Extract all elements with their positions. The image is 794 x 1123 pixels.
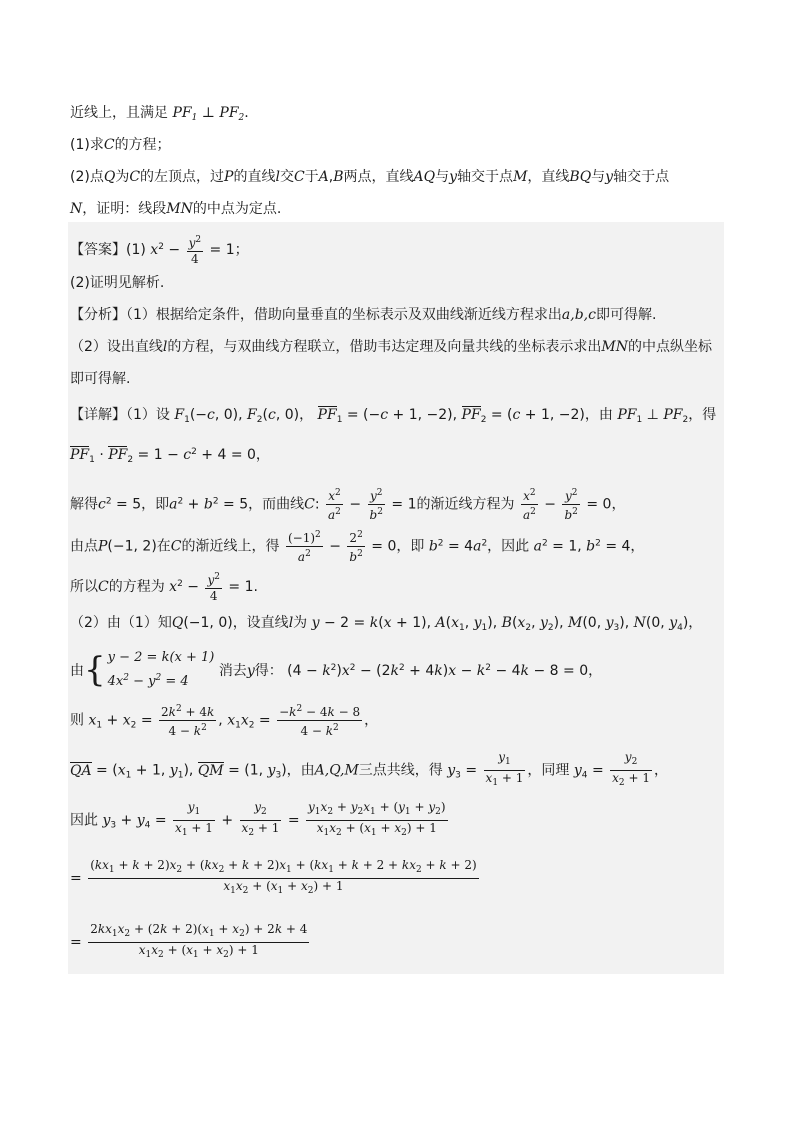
analysis-line-3: 即可得解. bbox=[70, 371, 131, 387]
detail-line-12: = $\frac{2kx_1x_2 + (2k + 2)(x_1 + x_2) + 2k + 4}{x_1x_2 + (x_1 + x_2) + 1}$ bbox=[70, 922, 308, 960]
detail-line-5: 所以C的方程为 $x^2$ − $\frac{y^2}{4}$ = 1. bbox=[70, 572, 258, 603]
detail-line-1: 【详解】（1）设 $F_1(-c$, 0), $F_2(c$, 0)， $PF_1 = (-c + 1$, −2), $PF_2 = (c + 1$, −2)，由 $PF_1$ ⊥ $PF_2$，得 bbox=[70, 407, 717, 425]
detail-line-3: 解得$c^2 = 5$，即$a^2 + b^2 = 5$，而曲线C: $\frac{x^2}{a^2}$ − $\frac{y^2}{b^2}$ = 1的渐近线方程为 $\frac{x^2}{a^2}$ − $\frac{y^2}{b^2}$ = 0， bbox=[70, 488, 626, 522]
detail-line-6: （2）由（1）知Q(−1, 0)，设直线l为 y − 2 = k(x + 1), $A(x_1$, $y_1$), $B(x_2$, $y_2$), M(0, $y_3$), N(0, $y_4$)， bbox=[70, 615, 703, 633]
detail-line-2: $PF_1 \cdot PF_2 = 1 - c^2 + 4 = 0$， bbox=[70, 447, 270, 465]
problem-part-2-cont: N，证明：线段MN的中点为定点. bbox=[70, 201, 282, 217]
problem-line-1: 近线上，且满足 $PF_1$ ⊥ $PF_2$. bbox=[70, 105, 249, 123]
problem-part-1: (1)求C的方程； bbox=[70, 137, 171, 153]
answer-line-1: 【答案】(1) $x^2$ − $\frac{y^2}{4}$ = 1； bbox=[70, 235, 249, 266]
detail-line-7: 由{ y − 2 = k(x + 1) $4x^2 - y^2 = 4$ 消去y得： $(4 - k^2)x^2 - (2k^2 + 4k)x - k^2 - 4k - 8 = 0$， bbox=[70, 650, 603, 690]
answer-line-2: (2)证明见解析. bbox=[70, 275, 165, 291]
detail-line-9: QA = ($x_1 + 1$, $y_1$), QM = (1, $y_3$)，由A,Q,M三点共线，得 $y_3$ = $\frac{y_1}{x_1 + 1}$ ，同理 $y_4$ = $\frac{y_2}{x_2 + 1}$ ， bbox=[70, 750, 668, 788]
detail-line-8: 则 $x_1 + x_2$ = $\frac{2k^2 + 4k}{4 - k^2}$ , $x_1x_2$ = $\frac{-k^2 - 4k - 8}{4 - k^2}$ ， bbox=[70, 704, 379, 738]
detail-line-11: = $(kx_1 + k + 2)x_2 + (kx_2 + k + 2)x_1 + (kx_1 + k + 2 + kx_2 + k + 2)$ $x_1x_2 + (x_1 + x_2) + 1$ bbox=[70, 858, 477, 896]
detail-line-10: 因此 $y_3 + y_4$ = $\frac{y_1}{x_1 + 1}$ + $\frac{y_2}{x_2 + 1}$ = $\frac{y_1x_2 + y_2x_1 + (y_1 + y_2)}{x_1x_2 + (x_1 + x_2) + 1}$ bbox=[70, 800, 446, 838]
problem-part-2: (2)点Q为C的左顶点，过P的直线l交C于A,B两点，直线AQ与y轴交于点M，直线BQ与y轴交于点 bbox=[70, 169, 670, 185]
analysis-line-2: （2）设出直线l的方程，与双曲线方程联立，借助韦达定理及向量共线的坐标表示求出MN的中点纵坐标 bbox=[70, 339, 712, 355]
detail-line-4: 由点P(−1, 2)在C的渐近线上，得 $\frac{(-1)^2}{a^2}$ − $\frac{2^2}{b^2}$ = 0，即 $b^2 = 4a^2$，因此 $a^2 = 1$, $b^2 = 4$， bbox=[70, 530, 645, 564]
analysis-line-1: 【分析】（1）根据给定条件，借助向量垂直的坐标表示及双曲线渐近线方程求出a,b,c即可得解. bbox=[70, 307, 657, 323]
